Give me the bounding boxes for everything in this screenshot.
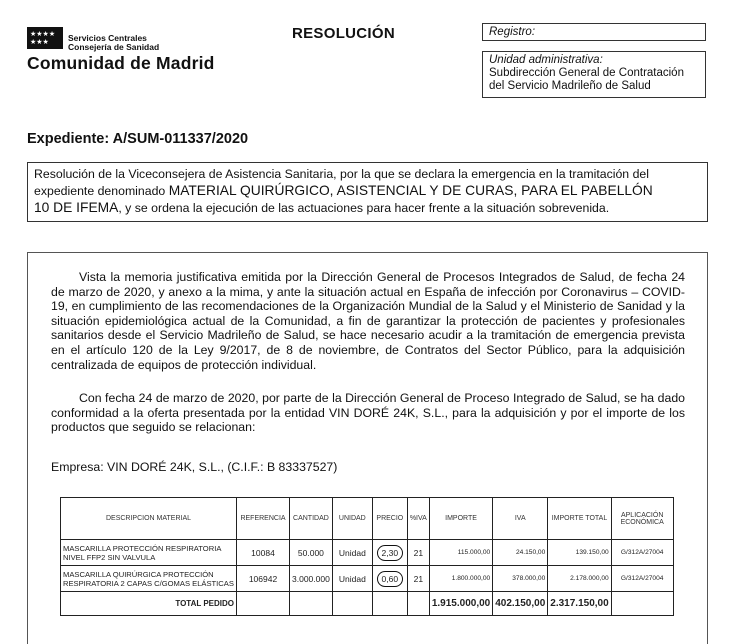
row-2-iva: 378.000,00 [493, 566, 548, 592]
unidad-line-1: Subdirección General de Contratación [489, 67, 684, 80]
header-aplicacion-1: APLICACIÓN [620, 511, 664, 519]
table-row [61, 540, 674, 566]
total-empty-6 [611, 592, 673, 616]
paragraph-2-text: Con fecha 24 de marzo de 2020, por parte de la Dirección General de Proceso Integrado de Salud, se ha dado conformidad a la oferta presentada por la entidad VIN DORÉ 24K, S.L., para la adquisición y por el importe de los productos que seguido se relacionan: [51, 391, 685, 435]
total-empty-2 [290, 592, 333, 616]
row-1-cantidad: 50.000 [290, 540, 333, 566]
header-precio: PRECIO [372, 498, 407, 540]
table-header-row [61, 498, 674, 540]
total-empty-1 [237, 592, 290, 616]
row-2-importe: 1.800.000,00 [429, 566, 492, 592]
row-2-precio-cell [372, 566, 407, 592]
header-aplicacion [611, 498, 673, 540]
row-1-importe: 115.000,00 [429, 540, 492, 566]
paragraph-2 [51, 391, 685, 435]
row-1-referencia: 10084 [237, 540, 290, 566]
row-2-iva-pct: 21 [407, 566, 429, 592]
unidad-administrativa-box [482, 51, 706, 98]
row-2-referencia: 106942 [237, 566, 290, 592]
table-total-row [61, 592, 674, 616]
org-line-1: Servicios Centrales [68, 33, 147, 43]
resolucion-line-2 [34, 183, 701, 200]
header-aplicacion-2: ECONÓMICA [620, 518, 664, 526]
row-1-desc-line-2: NIVEL FFP2 SIN VALVULA [63, 552, 156, 562]
table-row [61, 566, 674, 592]
total-empty-3 [332, 592, 372, 616]
header-importe: IMPORTE [429, 498, 492, 540]
row-1-precio: 2,30 [377, 545, 404, 561]
resolucion-line-3-title: 10 DE IFEMA [34, 199, 119, 215]
total-label: TOTAL PEDIDO [61, 592, 237, 616]
row-1-descripcion [61, 540, 237, 566]
resolucion-line-3 [34, 200, 701, 217]
row-1-unidad: Unidad [332, 540, 372, 566]
org-line-2: Consejería de Sanidad [68, 42, 160, 52]
resolucion-line-1: Resolución de la Viceconsejera de Asistencia Sanitaria, por la que se declara la emergencia en la tramitación del [34, 167, 649, 181]
total-iva: 402.150,00 [493, 592, 548, 616]
expediente-title: Expediente: A/SUM-011337/2020 [27, 131, 249, 147]
total-empty-4 [372, 592, 407, 616]
header-importe-total: IMPORTE TOTAL [548, 498, 611, 540]
row-1-precio-cell [372, 540, 407, 566]
row-2-desc-line-2: RESPIRATORIA 2 CAPAS C/GOMAS ELÁSTICAS [63, 578, 234, 588]
header-iva: IVA [493, 498, 548, 540]
row-2-descripcion [61, 566, 237, 592]
total-importe: 1.915.000,00 [429, 592, 492, 616]
resolucion-line-2-title: MATERIAL QUIRÚRGICO, ASISTENCIAL Y DE CURAS, PARA EL PABELLÓN [168, 182, 653, 198]
row-2-aplicacion: G/312A/27004 [611, 566, 673, 592]
registro-label: Registro: [489, 26, 536, 38]
resolucion-line-2-pre: expediente denominado [34, 183, 169, 198]
paragraph-1-text: Vista la memoria justificativa emitida por la Dirección General de Procesos Integrados de Salud, de fecha 24 de marzo de 2020, y anexo a la mima, y ante la situación actual en España de infección por Coronavirus – COVID-19, en cumplimiento de las recomendaciones de la Organización Mundial de la Salud y el Ministerio de Sanidad y la situación epidemiológica actual de la Comunidad, a fin de garantizar la protección de pacientes y profesionales sanitarios desde el Servicio Madrileño de Salud, se hace necesario acudir a la tramitación de emergencia prevista en el artículo 120 de la Ley 9/2017, de 8 de noviembre, de Contratos del Sector Público, para la adquisición centralizada de equipos de protección individual. [51, 270, 685, 372]
row-1-iva-pct: 21 [407, 540, 429, 566]
row-2-importe-total: 2.178.000,00 [548, 566, 611, 592]
row-1-importe-total: 139.150,00 [548, 540, 611, 566]
unidad-line-2: del Servicio Madrileño de Salud [489, 80, 651, 93]
row-2-precio: 0,60 [377, 571, 404, 587]
row-1-desc-line-1: MASCARILLA PROTECCIÓN RESPIRATORIA [63, 543, 222, 553]
org-name: Comunidad de Madrid [27, 53, 215, 73]
madrid-flag-logo: ★★★★ ★★★ [27, 27, 63, 49]
header-unidad: UNIDAD [332, 498, 372, 540]
row-1-aplicacion: G/312A/27004 [611, 540, 673, 566]
document-type-title: RESOLUCIÓN [292, 25, 396, 42]
header-descripcion: DESCRIPCION MATERIAL [61, 498, 237, 540]
products-table [60, 497, 674, 616]
row-1-iva: 24.150,00 [493, 540, 548, 566]
row-2-cantidad: 3.000.000 [290, 566, 333, 592]
header-referencia: REFERENCIA [237, 498, 290, 540]
paragraph-1 [51, 270, 685, 372]
resolucion-summary-box [27, 162, 708, 222]
resolucion-line-3-post: , y se ordena la ejecución de las actuaciones para hacer frente a la situación sobrevenida. [118, 200, 610, 215]
empresa-line: Empresa: VIN DORÉ 24K, S.L., (C.I.F.: B 83337527) [51, 460, 338, 474]
registro-box [482, 23, 706, 41]
header-iva-pct: %IVA [407, 498, 429, 540]
total-empty-5 [407, 592, 429, 616]
total-importe-total: 2.317.150,00 [548, 592, 611, 616]
unidad-label: Unidad administrativa: [489, 54, 603, 66]
row-2-desc-line-1: MASCARILLA QUIRÚRGICA PROTECCIÓN [63, 569, 214, 579]
header-cantidad: CANTIDAD [290, 498, 333, 540]
row-2-unidad: Unidad [332, 566, 372, 592]
